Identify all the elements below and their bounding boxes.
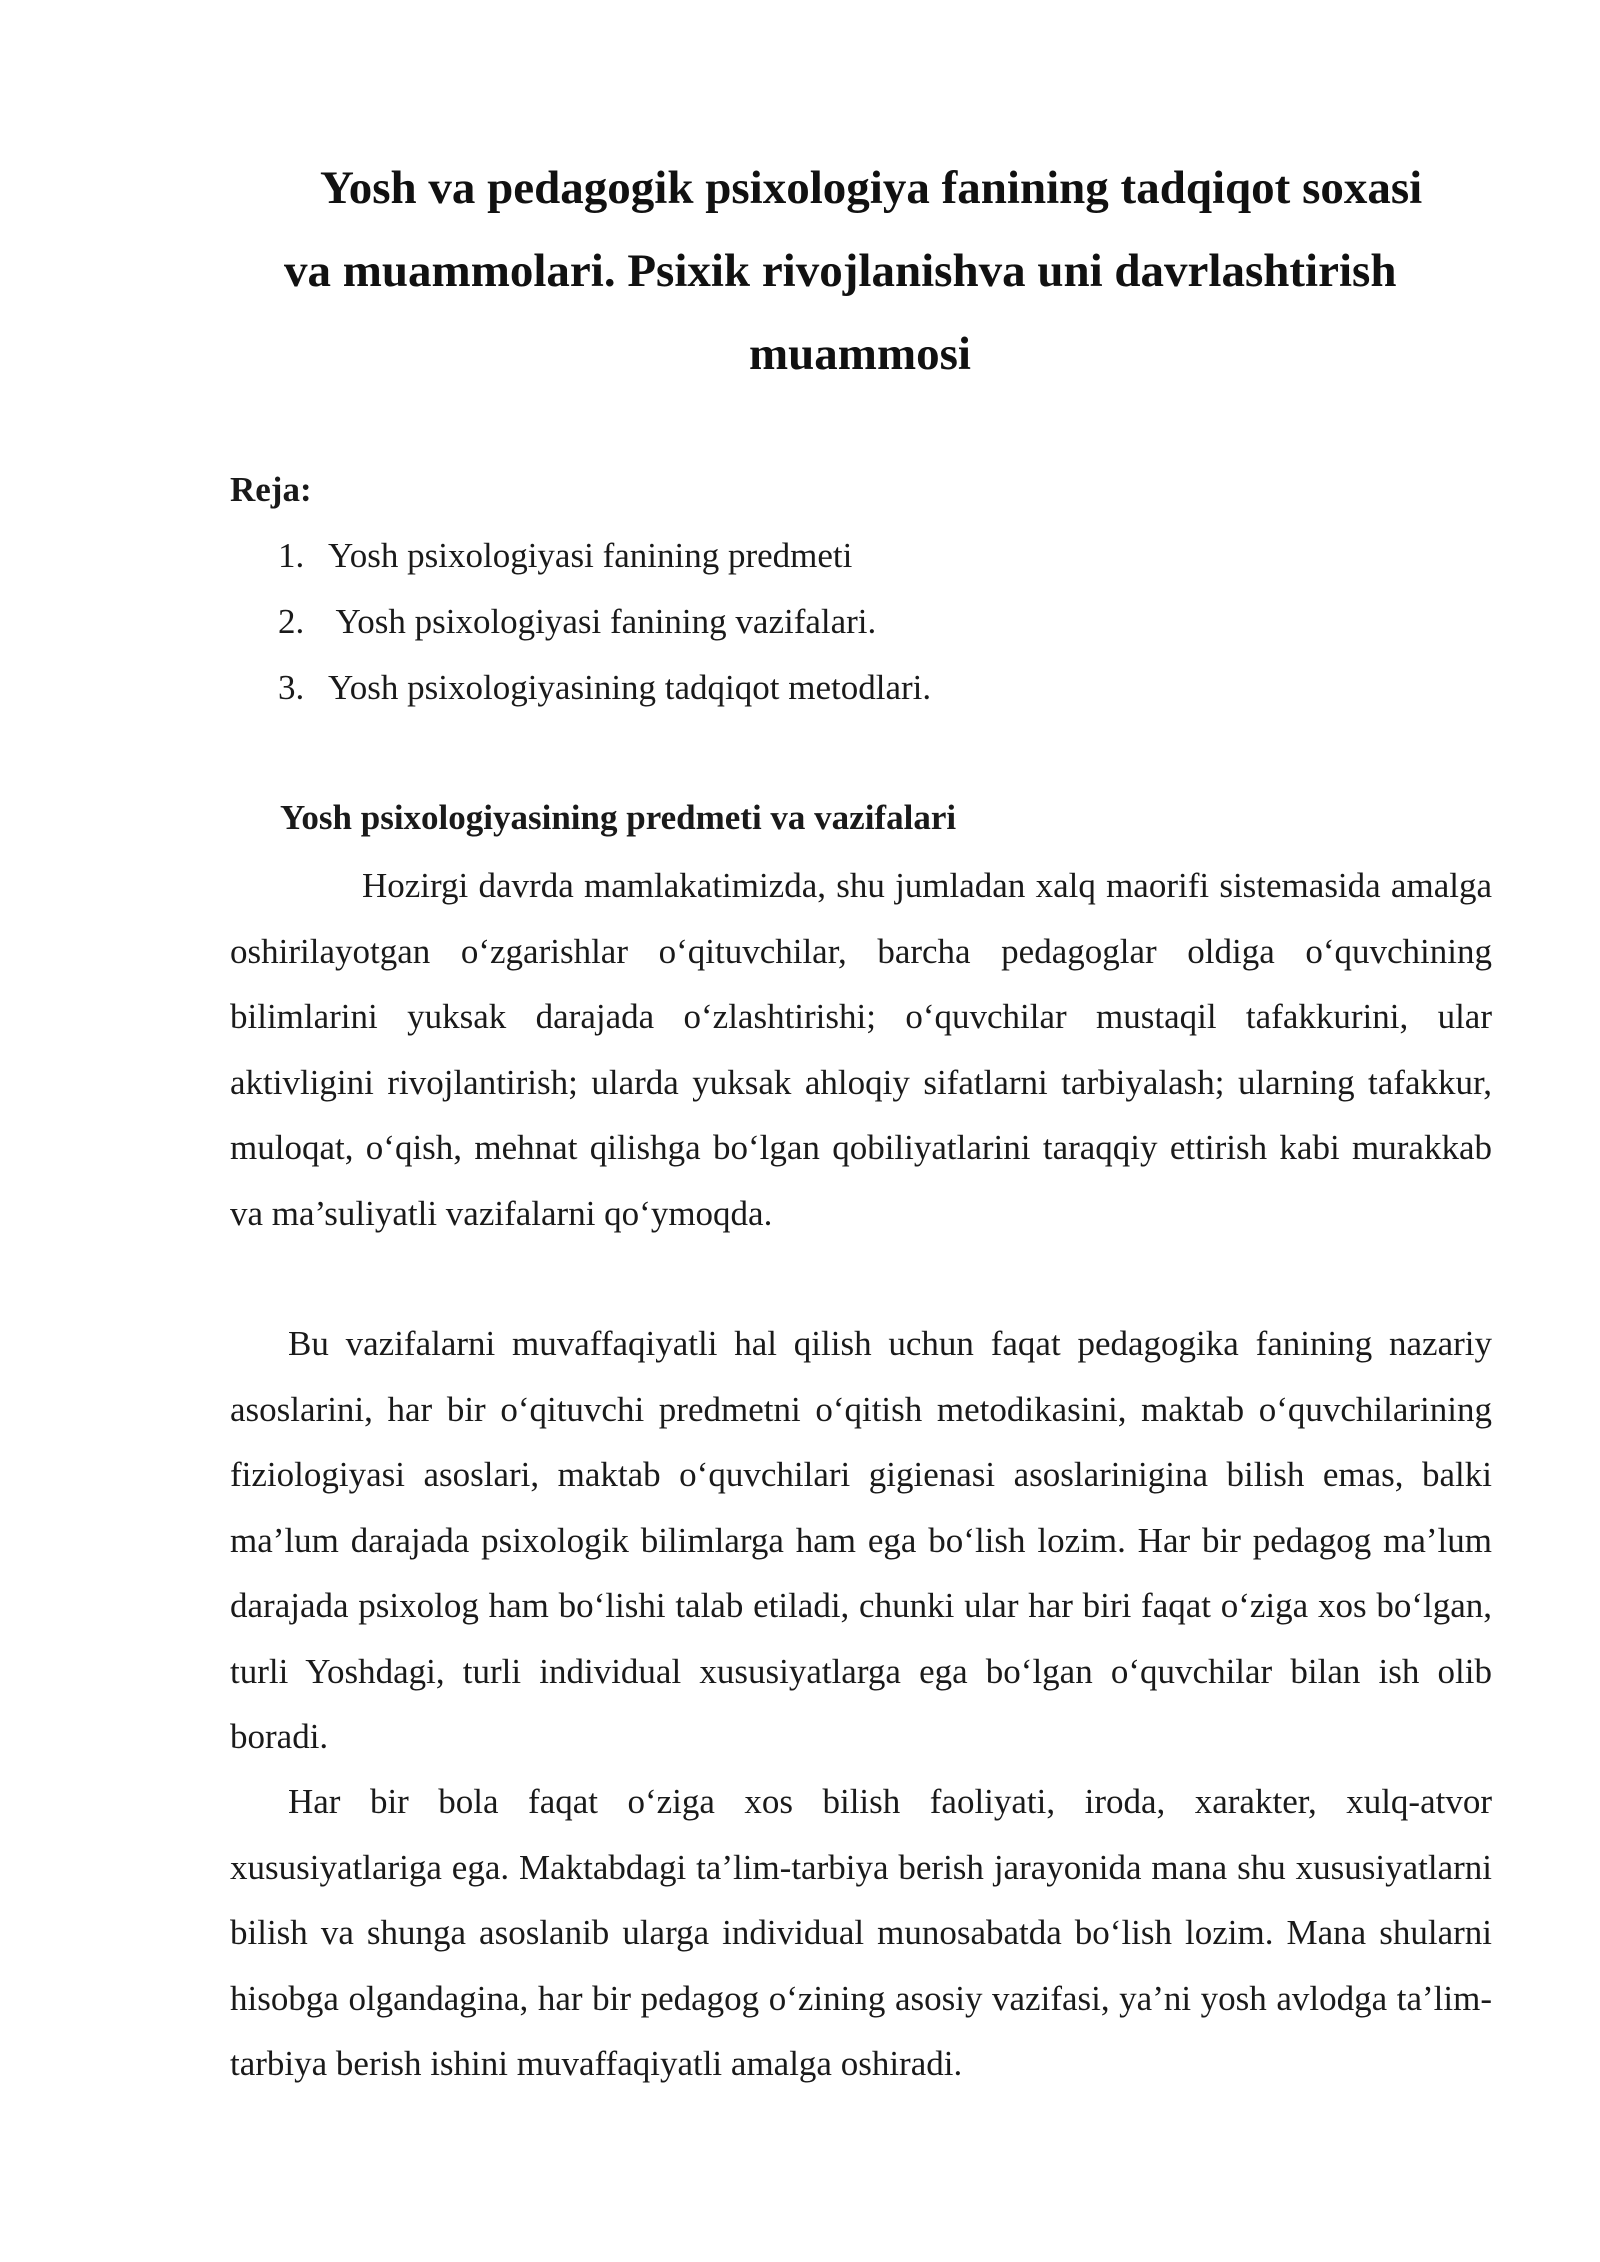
body-paragraph: Bu vazifalarni muvaffaqiyatli hal qilish uchun faqat pedagogika fanining nazariy asoslarini, har bir o‘qituvchi predmetni o‘qitish metodikasini, maktab o‘quvchilarining fiziologiyasi asoslari, maktab o‘quvchilari gigienasi asoslarinigina bilish emas, balki ma’lum darajada psixologik bilimlarga ham ega bo‘lish lozim. Har bir pedagog ma’lum darajada psixolog ham bo‘lishi talab etiladi, chunki ular har biri faqat o‘ziga xos bo‘lgan, turli Yoshdagi, turli individual xususiyatlarga ega bo‘lgan o‘quvchilar bilan ish olib boradi.	[230, 1324, 1492, 1756]
plan-label: Reja:	[230, 470, 312, 509]
plan-item-number: 2.	[278, 602, 305, 641]
title-line: muammosi	[749, 328, 971, 380]
plan-list	[278, 532, 931, 730]
plan-item-number: 1.	[278, 536, 305, 575]
plan-item	[278, 664, 931, 730]
plan-item	[278, 598, 931, 664]
plan-item-text: Yosh psixologiyasi fanining vazifalari.	[328, 602, 877, 641]
plan-item	[278, 532, 931, 598]
plan-item-text: Yosh psixologiyasi fanining predmeti	[328, 536, 853, 575]
section-heading: Yosh psixologiyasining predmeti va vazifalari	[280, 798, 957, 837]
body-paragraph: Har bir bola faqat o‘ziga xos bilish faoliyati, iroda, xarakter, xulq-atvor xususiyatlariga ega. Maktabdagi ta’lim-tarbiya berish jarayonida mana shu xususiyatlarni bilish va shunga asoslanib ularga individual munosabatda bo‘lish lozim. Mana shularni hisobga olgandagina, har bir pedagog o‘zining asosiy vazifasi, ya’ni yosh avlodga ta’lim-tarbiya berish ishini muvaffaqiyatli amalga oshiradi.	[230, 1782, 1492, 2083]
plan-item-number: 3.	[278, 668, 305, 707]
plan-item-text: Yosh psixologiyasining tadqiqot metodlari.	[328, 668, 932, 707]
title-line: va muammolari. Psixik rivojlanishva uni davrlashtirish	[284, 245, 1397, 297]
body-paragraph: Hozirgi davrda mamlakatimizda, shu jumladan xalq maorifi sistemasida amalga oshirilayotgan o‘zgarishlar o‘qituvchilar, barcha pedagoglar oldiga o‘quvchining bilimlarini yuksak darajada o‘zlashtirishi; o‘quvchilar mustaqil tafakkurini, ular aktivligini rivojlantirish; ularda yuksak ahloqiy sifatlarni tarbiyalash; ularning tafakkur, muloqat, o‘qish, mehnat qilishga bo‘lgan qobiliyatlarini taraqqiy ettirish kabi murakkab va ma’suliyatli vazifalarni qo‘ymoqda.	[230, 866, 1492, 1233]
document-title	[260, 147, 1460, 396]
title-line: Yosh va pedagogik psixologiya fanining tadqiqot soxasi	[320, 162, 1423, 214]
